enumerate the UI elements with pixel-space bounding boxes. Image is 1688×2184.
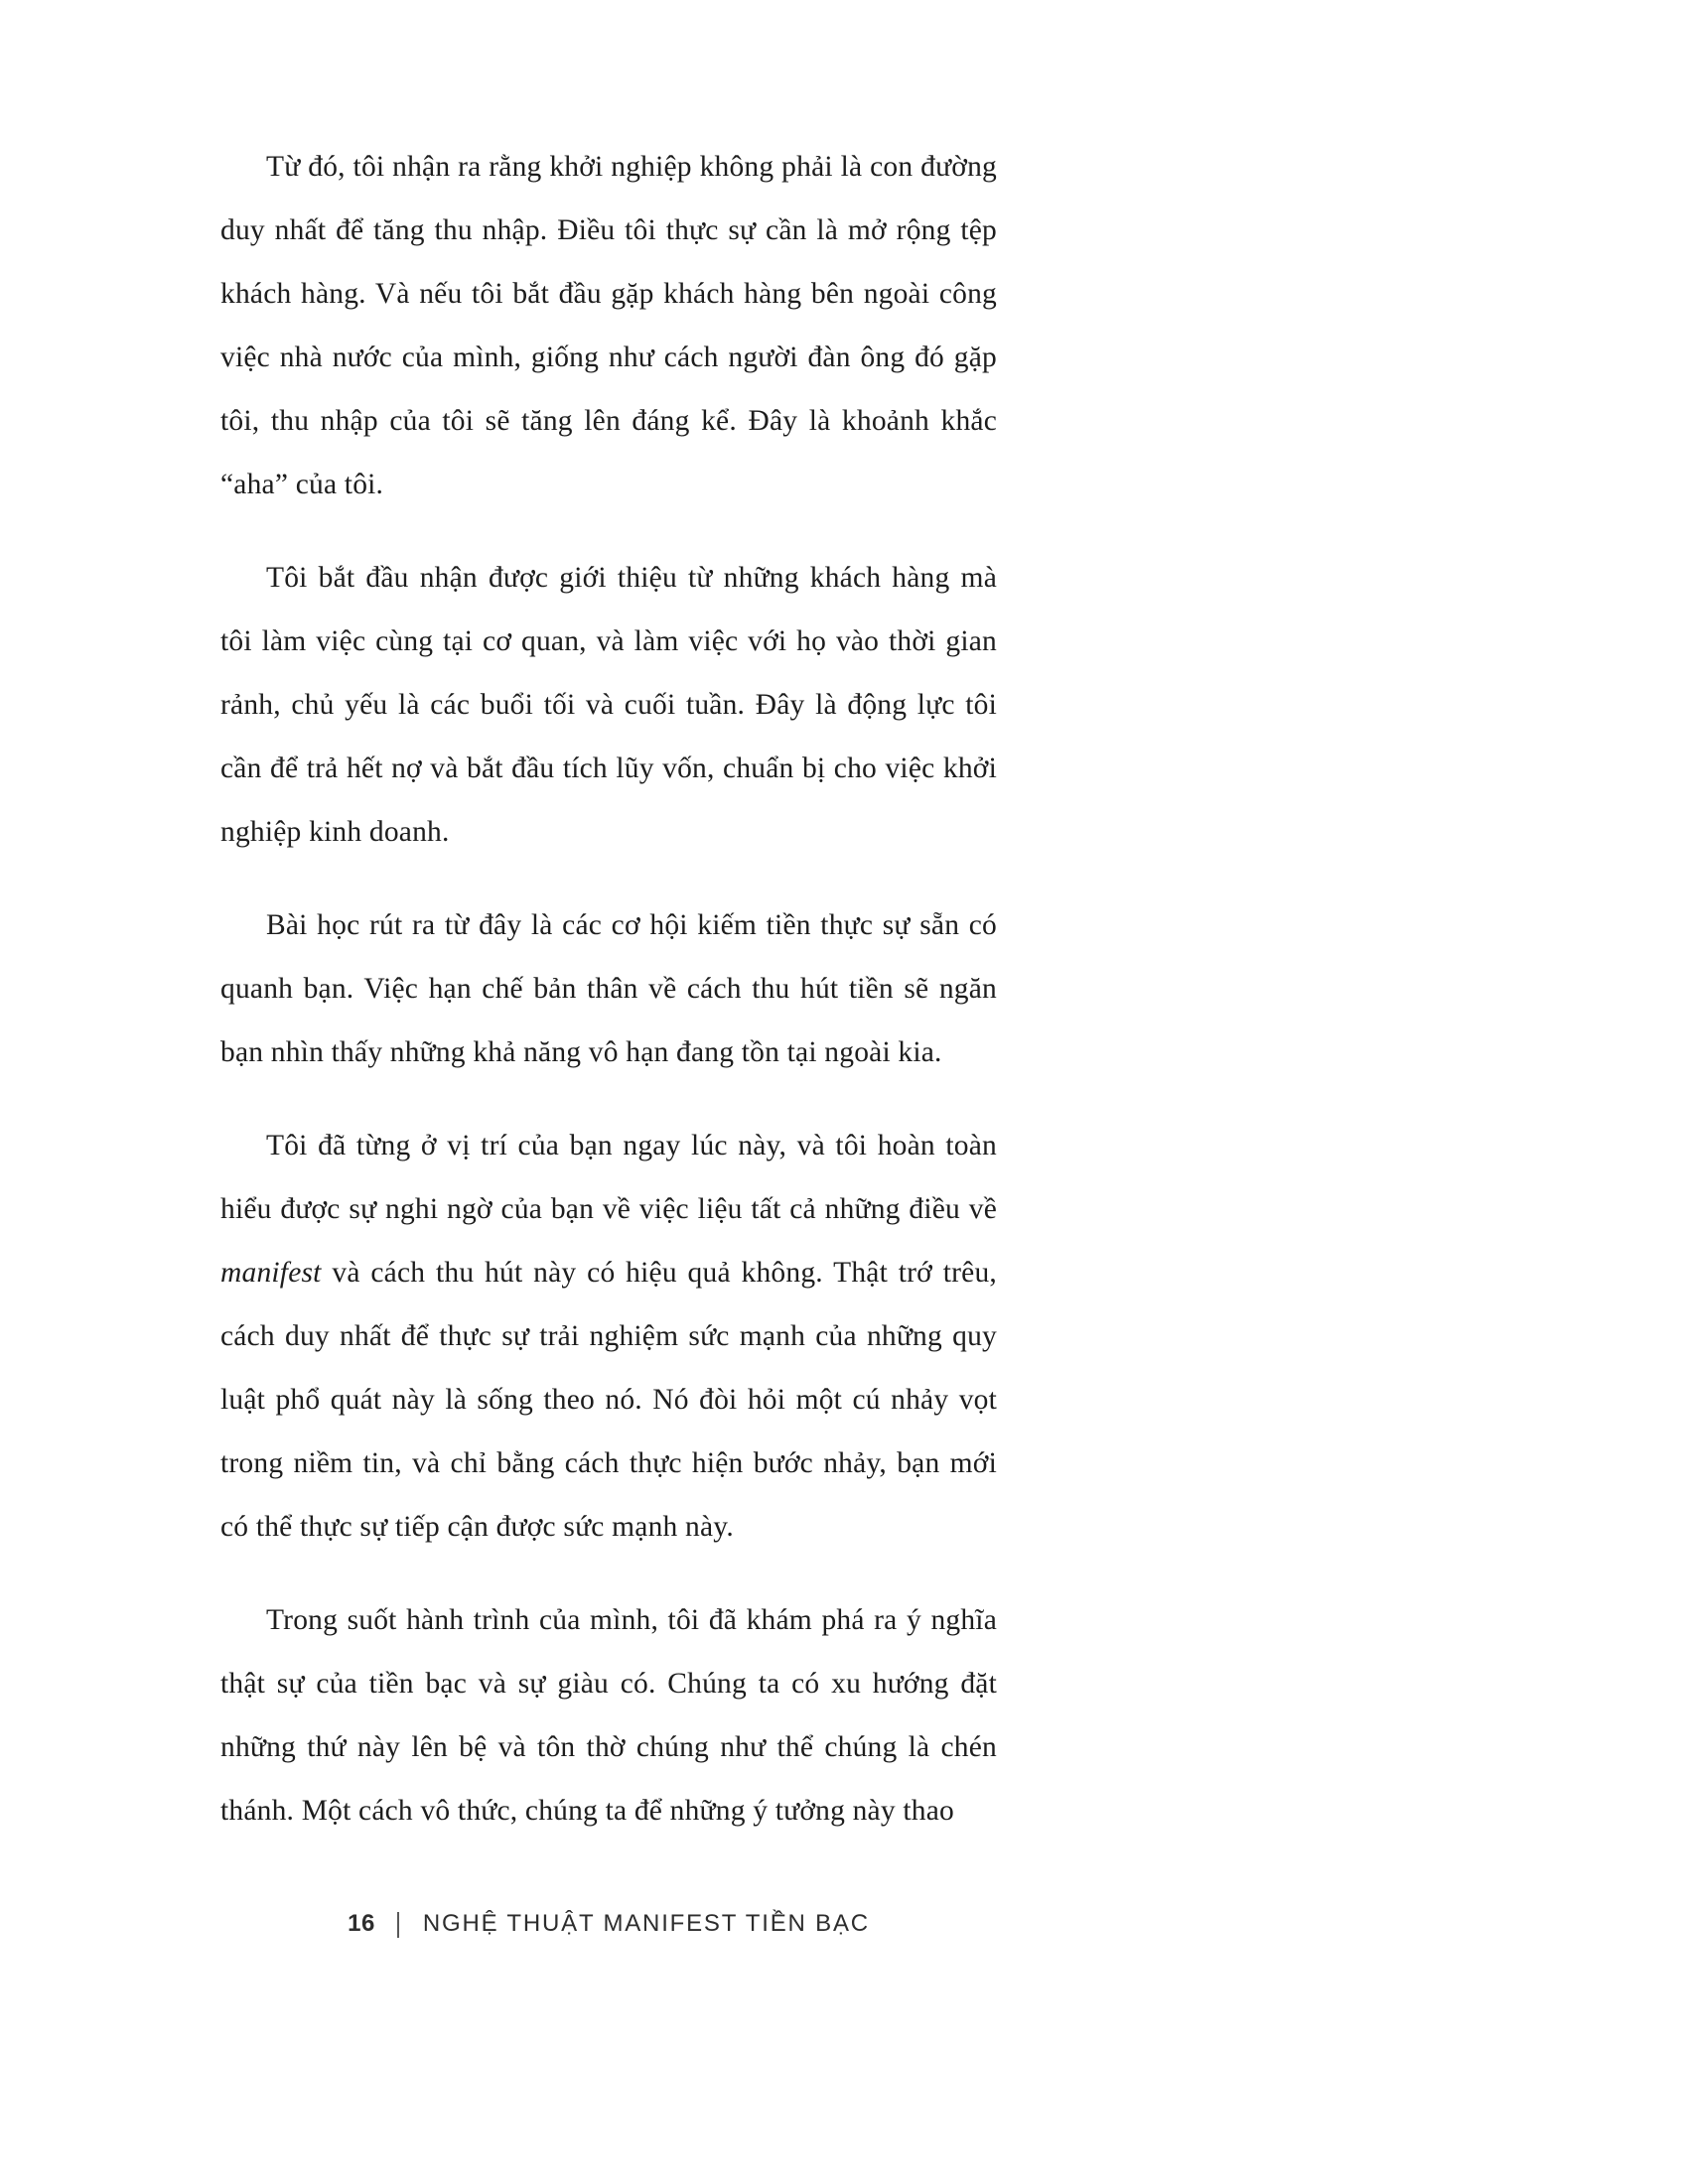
page-number: 16	[348, 1910, 375, 1937]
text-segment: Bài học rút ra từ đây là các cơ hội kiếm tiền thực sự sẵn có quanh bạn. Việc hạn chế bản thân về cách thu hút tiền sẽ ngăn bạn nhìn thấy những khả năng vô hạn đang tồn tại ngoài kia.	[220, 909, 997, 1068]
text-segment: Từ đó, tôi nhận ra rằng khởi nghiệp không phải là con đường duy nhất để tăng thu nhập. Điều tôi thực sự cần là mở rộng tệp khách hàng. Và nếu tôi bắt đầu gặp khách hàng bên ngoài công việc nhà nước của mình, giống như cách người đàn ông đó gặp tôi, thu nhập của tôi sẽ tăng lên đáng kể. Đây là khoảnh khắc “aha” của tôi.	[220, 151, 997, 500]
text-segment: và cách thu hút này có hiệu quả không. Thật trớ trêu, cách duy nhất để thực sự trải nghiệm sức mạnh của những quy luật phổ quát này là sống theo nó. Nó đòi hỏi một cú nhảy vọt trong niềm tin, và chỉ bằng cách thực hiện bước nhảy, bạn mới có thể thực sự tiếp cận được sức mạnh này.	[220, 1257, 997, 1543]
paragraph	[220, 546, 997, 864]
page-content	[220, 135, 997, 1843]
paragraph	[220, 1114, 997, 1559]
paragraph	[220, 893, 997, 1084]
body-text	[220, 135, 997, 1843]
footer-separator: |	[394, 1907, 403, 1939]
text-segment: Trong suốt hành trình của mình, tôi đã khám phá ra ý nghĩa thật sự của tiền bạc và sự giàu có. Chúng ta có xu hướng đặt những thứ này lên bệ và tôn thờ chúng như thể chúng là chén thánh. Một cách vô thức, chúng ta để những ý tưởng này thao	[220, 1604, 997, 1827]
paragraph	[220, 1588, 997, 1843]
text-segment: Tôi đã từng ở vị trí của bạn ngay lúc này, và tôi hoàn toàn hiểu được sự nghi ngờ của bạn về việc liệu tất cả những điều về	[220, 1130, 997, 1225]
book-title: NGHỆ THUẬT MANIFEST TIỀN BẠC	[422, 1910, 870, 1937]
italic-term: manifest	[220, 1257, 322, 1289]
text-segment: Tôi bắt đầu nhận được giới thiệu từ những khách hàng mà tôi làm việc cùng tại cơ quan, và làm việc với họ vào thời gian rảnh, chủ yếu là các buổi tối và cuối tuần. Đây là động lực tôi cần để trả hết nợ và bắt đầu tích lũy vốn, chuẩn bị cho việc khởi nghiệp kinh doanh.	[220, 562, 997, 848]
page-footer	[220, 1907, 997, 1939]
paragraph	[220, 135, 997, 516]
